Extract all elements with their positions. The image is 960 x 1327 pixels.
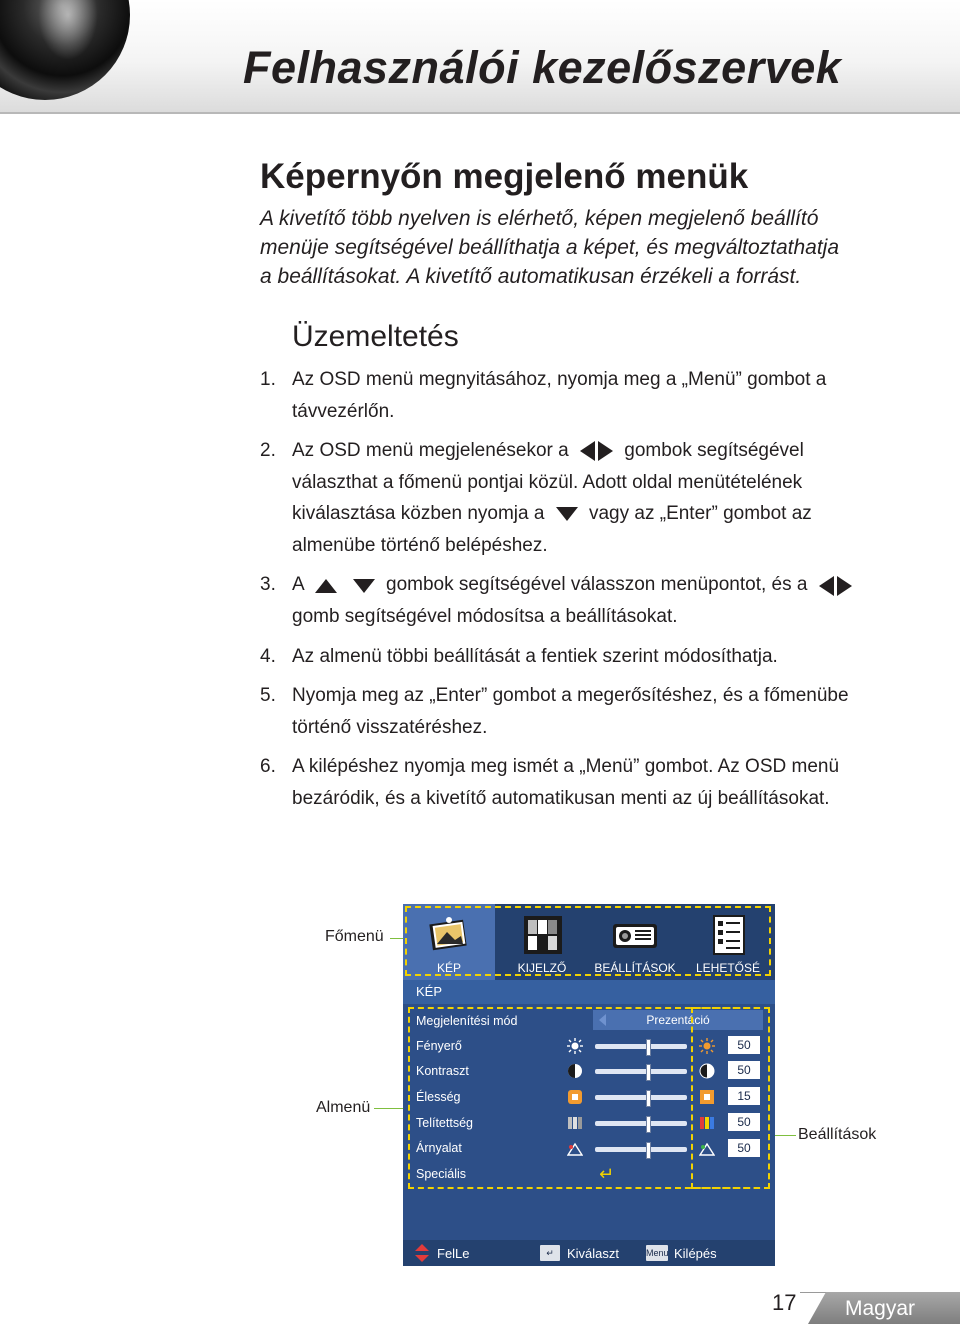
step-line: Nyomja meg az „Enter” gombot a megerősítéshez, és a főmenübe xyxy=(292,685,849,707)
step-number: 2. xyxy=(260,440,276,461)
intro-line: a beállításokat. A kivetítő automatikusan érzékeli a forrást. xyxy=(260,265,802,288)
intro-text xyxy=(260,204,920,291)
osd-item: Megjelenítési mód xyxy=(416,1014,518,1028)
step-5 xyxy=(260,680,940,743)
osd-section-bar xyxy=(403,980,775,1004)
step-text: Az OSD menü megjelenésekor a xyxy=(292,440,569,461)
menu-key-icon: Menu xyxy=(646,1245,668,1261)
osd-footer-exit: Kilépés xyxy=(674,1246,717,1261)
saturation-value: 50 xyxy=(728,1113,760,1131)
step-line xyxy=(292,498,940,530)
osd-item: Élesség xyxy=(416,1090,461,1104)
osd-tab-label: KIJELZŐ xyxy=(517,961,567,975)
operation-title: Üzemeltetés xyxy=(292,320,459,353)
osd-item: Kontraszt xyxy=(416,1064,469,1078)
step-1 xyxy=(260,364,940,427)
step-line xyxy=(292,435,940,467)
osd-item: Telítettség xyxy=(416,1116,473,1130)
osd-footer-select: Kiválaszt xyxy=(567,1246,620,1261)
osd-item: Fényerő xyxy=(416,1039,462,1053)
step-4 xyxy=(260,641,940,673)
enter-icon: ↵ xyxy=(599,1164,615,1184)
osd-footer xyxy=(403,1240,775,1266)
osd-tab-label: KÉP xyxy=(436,961,461,975)
sharpness-value: 15 xyxy=(728,1087,760,1105)
step-line: történő visszatéréshez. xyxy=(292,716,488,738)
contrast-value: 50 xyxy=(728,1061,760,1079)
osd-item: Árnyalat xyxy=(416,1141,462,1155)
main-menu-highlight xyxy=(405,906,771,976)
section-title: Képernyőn megjelenő menük xyxy=(260,157,749,196)
callout-submenu: Almenü xyxy=(316,1099,371,1116)
osd-footer-updown: FelLe xyxy=(437,1246,470,1261)
left-right-arrows-icon xyxy=(819,570,852,602)
step-line: távvezérlőn. xyxy=(292,400,395,422)
page-title: Felhasználói kezelőszervek xyxy=(243,42,842,93)
step-line: A kilépéshez nyomja meg ismét a „Menü” gombot. Az OSD menü xyxy=(292,756,840,778)
step-number: 3. xyxy=(260,574,276,596)
step-2 xyxy=(260,435,940,561)
step-line: Az almenü többi beállítását a fentiek szerint módosíthatja. xyxy=(292,645,778,667)
intro-line: menüje segítségével beállíthatja a képet, és megváltoztathatja xyxy=(260,236,840,259)
step-line: gomb segítségével módosítsa a beállításokat. xyxy=(292,606,678,628)
step-3 xyxy=(260,569,940,632)
step-text: gombok segítségével xyxy=(624,440,804,461)
up-down-icon xyxy=(415,1244,429,1262)
step-text: kiválasztása közben nyomja a xyxy=(292,503,545,525)
step-text: vagy az „Enter” gombot az xyxy=(588,503,812,525)
left-right-arrows-icon xyxy=(580,435,613,467)
page-number: 17 xyxy=(772,1290,797,1315)
step-line: választhat a főmenü pontjai közül. Adott oldal menütételének xyxy=(292,471,803,493)
step-line xyxy=(292,569,940,601)
step-6 xyxy=(260,751,940,814)
callout-settings: Beállítások xyxy=(798,1126,877,1143)
enter-key-icon: ↵ xyxy=(540,1245,560,1261)
steps-list xyxy=(260,364,940,822)
hue-value: 50 xyxy=(728,1139,760,1157)
step-number: 6. xyxy=(260,756,276,778)
step-line: bezáródik, és a kivetítő automatikusan menti az új beállításokat. xyxy=(292,787,830,809)
step-text: gombok segítségével válasszon menüpontot, és a xyxy=(386,574,808,596)
osd-tab-label: BEÁLLÍTÁSOK xyxy=(594,961,676,975)
osd-item: Speciális xyxy=(416,1167,467,1181)
down-arrow-icon xyxy=(556,498,578,530)
up-down-arrows-icon xyxy=(315,570,375,602)
brightness-value: 50 xyxy=(728,1036,760,1054)
osd-display-mode-value: Prezentáció xyxy=(646,1013,710,1027)
intro-line: A kivetítő több nyelven is elérhető, képen megjelenő beállító xyxy=(260,207,819,230)
step-line: Az OSD menü megnyitásához, nyomja meg a „Menü” gombot a xyxy=(292,369,827,390)
step-number: 4. xyxy=(260,645,276,667)
step-line: almenübe történő belépéshez. xyxy=(292,534,548,556)
osd-tab-label: LEHETŐSÉ xyxy=(695,961,761,975)
callout-main-menu: Főmenü xyxy=(325,928,384,945)
step-text: A xyxy=(292,574,304,596)
osd-menu-screenshot xyxy=(403,904,775,1266)
settings-highlight xyxy=(691,1007,770,1189)
step-number: 1. xyxy=(260,369,276,390)
osd-section-label: KÉP xyxy=(416,984,443,999)
step-number: 5. xyxy=(260,685,276,707)
language-label: Magyar xyxy=(845,1297,916,1320)
page-header xyxy=(0,0,960,114)
